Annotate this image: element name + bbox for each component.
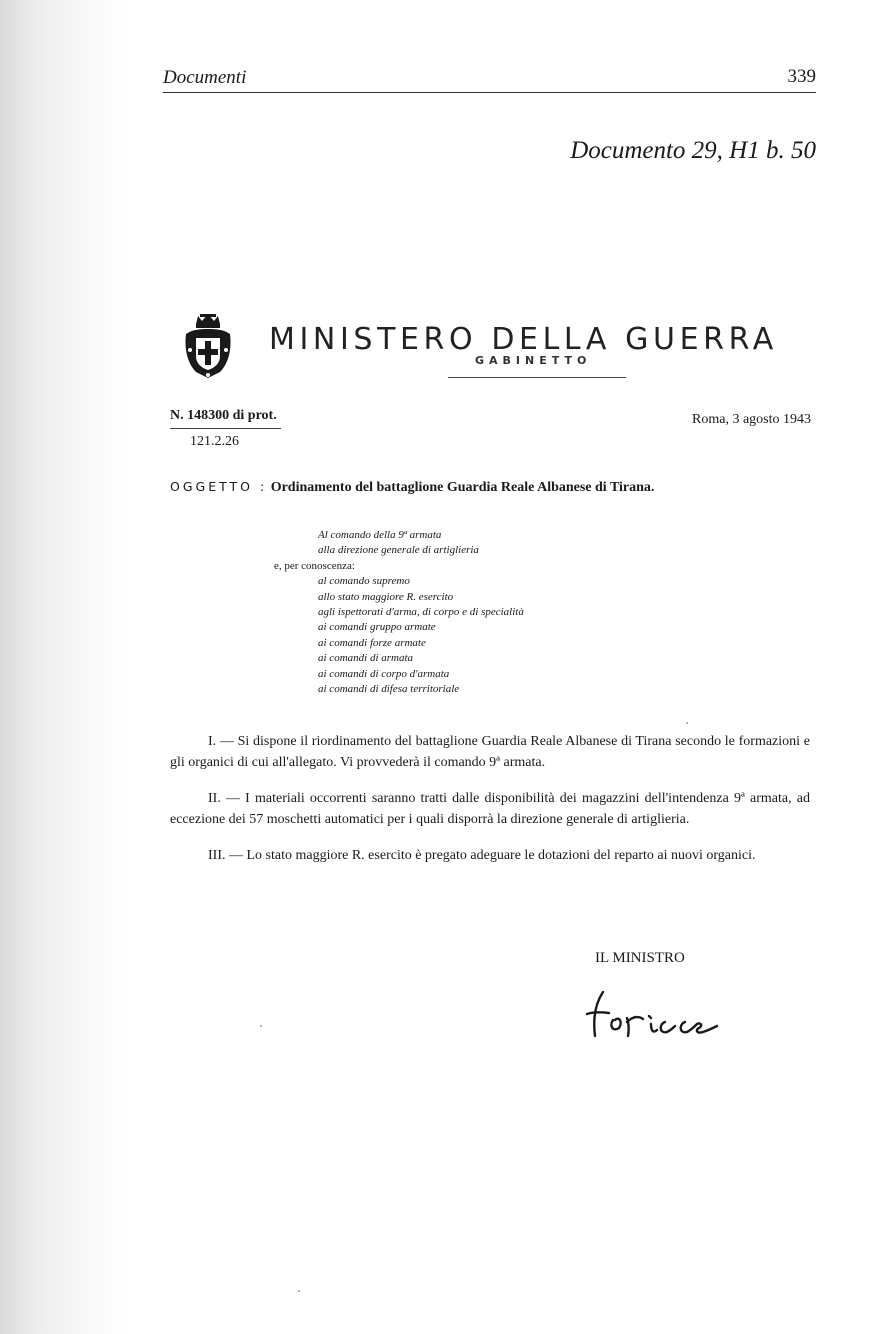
subject-line: [170, 479, 654, 496]
recipient-primary: alla direzione generale di artiglieria: [318, 544, 479, 557]
recipient-cc: ai comandi di difesa territoriale: [318, 683, 460, 696]
signatory-title: IL MINISTRO: [595, 950, 685, 966]
recipient-cc: ai comandi forze armate: [318, 636, 426, 649]
recipient-cc: ai comandi gruppo armate: [318, 621, 436, 634]
running-head-title: Documenti: [163, 67, 247, 88]
place-date: Roma, 3 agosto 1943: [692, 412, 811, 427]
savoy-crown-crest-icon: [182, 310, 234, 380]
scan-speck: [686, 722, 688, 724]
scan-speck: [260, 1025, 262, 1027]
recipient-cc: ai comandi di armata: [318, 652, 414, 665]
scan-gutter-shadow: [0, 0, 130, 1334]
body-paragraph-3: III. — Lo stato maggiore R. esercito è pregato adeguare le dotazioni del reparto ai nuovi organici.: [208, 848, 756, 863]
document-reference: Documento 29, H1 b. 50: [570, 137, 816, 164]
handwritten-signature: [585, 982, 740, 1042]
recipient-cc: agli ispettorati d'arma, di corpo e di specialità: [318, 606, 524, 619]
subject-text: Ordinamento del battaglione Guardia Reale Albanese di Tirana.: [270, 480, 655, 495]
page-number: 339: [787, 66, 816, 87]
protocol-block: [170, 408, 281, 450]
body-paragraph-2: II. — I materiali occorrenti saranno tratti dalle disponibilità dei magazzini dell'intendenza 9ª armata, ad eccezione dei 57 moschetti automatici per i quali disporrà la direzione generale di artiglieria.: [170, 791, 810, 827]
cc-label: e, per conoscenza:: [274, 559, 355, 572]
subject-label: OGGETTO :: [170, 479, 268, 494]
recipient-cc: al comando supremo: [318, 575, 410, 588]
recipient-cc: ai comandi di corpo d'armata: [318, 667, 450, 680]
body-paragraphs: [170, 731, 810, 881]
office-name: GABINETTO: [475, 354, 592, 367]
running-head: [163, 66, 816, 93]
protocol-number: N. 148300 di prot.: [170, 408, 281, 429]
scan-speck: [298, 1290, 300, 1292]
body-paragraph-1: I. — Si dispone il riordinamento del battaglione Guardia Reale Albanese di Tirana secondo le formazioni e gli organici di cui all'allegato. Vi provvederà il comando 9ª armata.: [170, 734, 810, 770]
letterhead-rule: [448, 377, 626, 378]
recipients-list: [274, 528, 524, 697]
recipient-cc: allo stato maggiore R. esercito: [318, 590, 454, 603]
recipient-primary: Al comando della 9ª armata: [318, 529, 442, 541]
letterhead: [180, 310, 820, 390]
ministry-name: MINISTERO DELLA GUERRA: [269, 322, 778, 357]
protocol-classification: 121.2.26: [190, 434, 239, 449]
